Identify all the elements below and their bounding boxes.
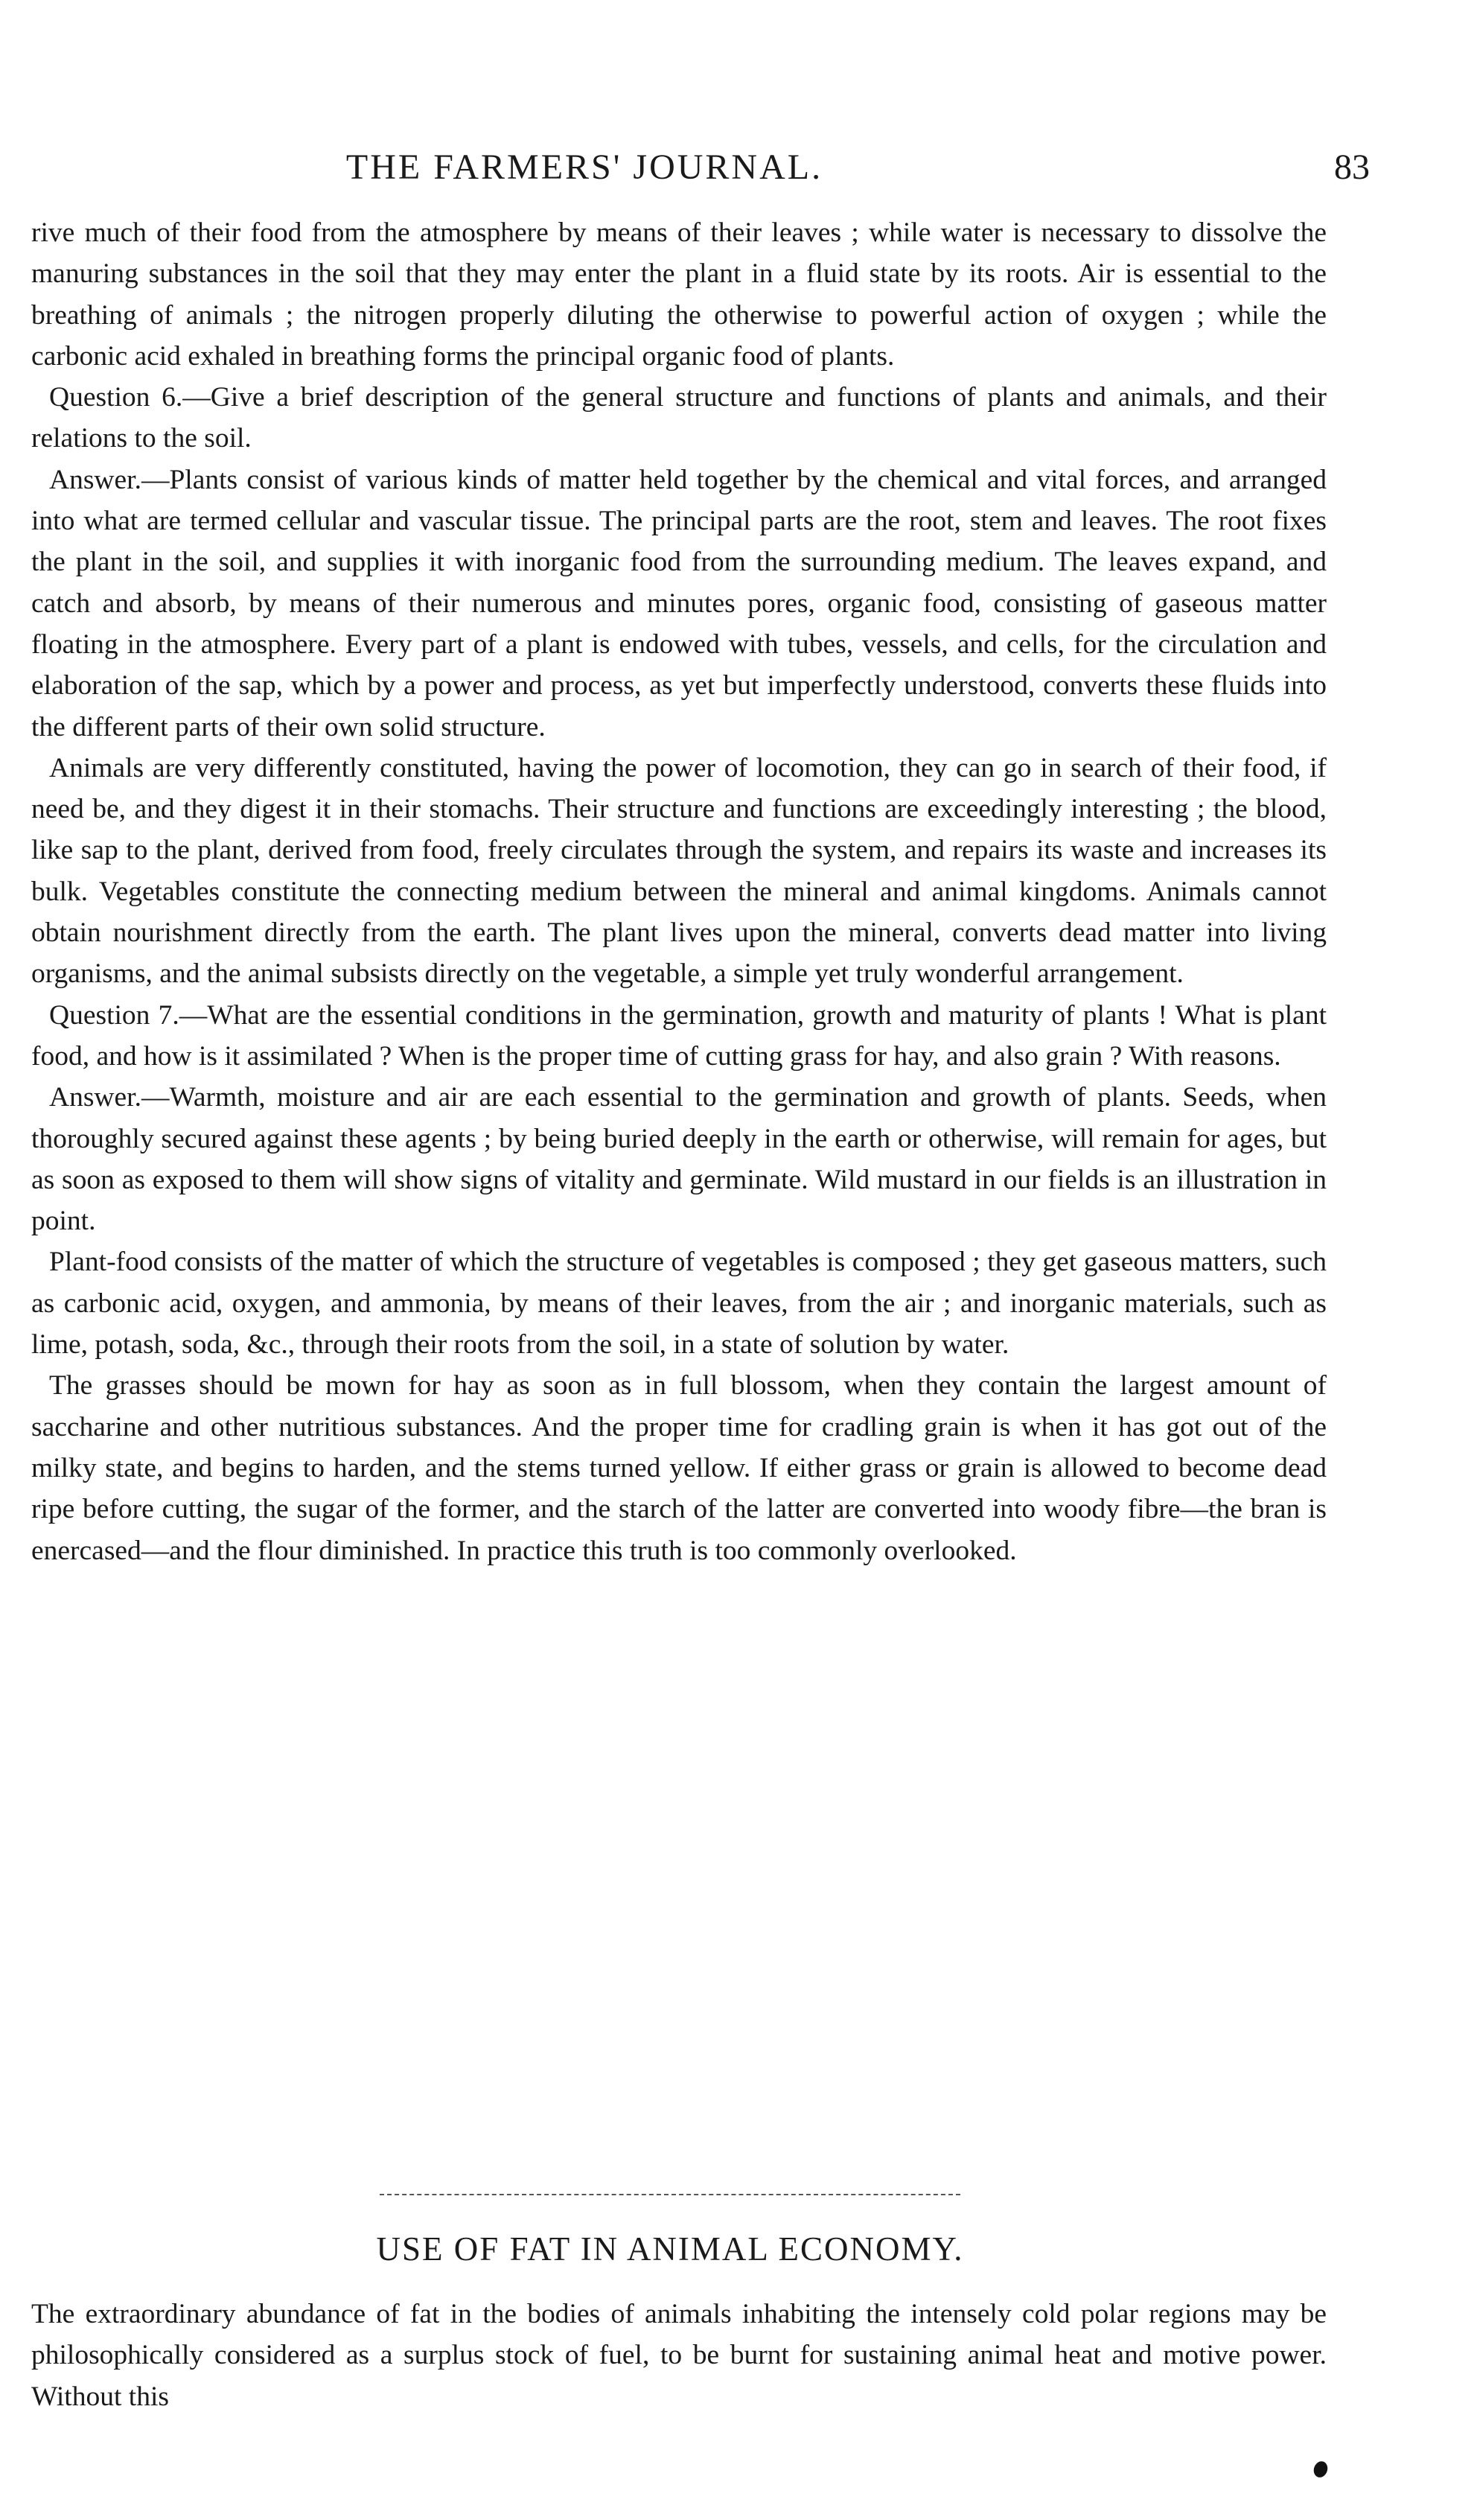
answer-6-animals: Animals are very differently constituted, having the power of locomotion, they can go in search of their food, if need be, and they digest it in their stomachs. Their structure and functions are exceedingly interesting ; the blood, like sap to the plant, derived from food, freely circulates through the system, and repairs its waste and increases its bulk. Vegetables constitute the connecting medium between the mineral and animal kingdoms. Animals cannot obtain nourishment directly from the earth. The plant lives upon the mineral, converts dead matter into living organisms, and the animal subsists directly on the vegetable, a simple yet truly wonderful arrangement. (31, 752, 1327, 990)
article-body (31, 212, 1327, 1571)
ink-blot-mark (1312, 2460, 1330, 2480)
section-heading: USE OF FAT IN ANIMAL ECONOMY. (376, 2230, 964, 2268)
section-divider (380, 2194, 960, 2195)
answer-7-germination: Answer.—Warmth, moisture and air are each essential to the germination and growth of plants. Seeds, when thoroughly secured against these agents ; by being buried deeply in the earth or otherwise, will remain for ages, but as soon as exposed to them will show signs of vitality and germinate. Wild mustard in our fields is an illustration in point. (31, 1082, 1327, 1237)
paragraph-air-and-water: rive much of their food from the atmosphere by means of their leaves ; while water is necessary to dissolve the manuring substances in the soil that they may enter the plant in a fluid state by its roots. Air is essential to the breathing of animals ; the nitrogen properly diluting the otherwise to powerful action of oxygen ; while the carbonic acid exhaled in breathing forms the principal organic food of plants. (31, 217, 1327, 372)
question-7: Question 7.—What are the essential conditions in the germination, growth and maturity of plants ! What is plant food, and how is it assimilated ? When is the proper time of cutting grass for hay, and also grain ? With reasons. (31, 999, 1327, 1072)
question-6: Question 6.—Give a brief description of the general structure and functions of plants and animals, and their relations to the soil. (31, 382, 1327, 454)
answer-7-plant-food: Plant-food consists of the matter of which the structure of vegetables is composed ; they get gaseous matters, such as carbonic acid, oxygen, and ammonia, by means of their leaves, from the air ; and inorganic materials, such as lime, potash, soda, &c., through their roots from the soil, in a state of solution by water. (31, 1247, 1327, 1361)
answer-6-plants: Answer.—Plants consist of various kinds of matter held together by the chemical and vital forces, and arranged into what are termed cellular and vascular tissue. The principal parts are the root, stem and leaves. The root fixes the plant in the soil, and supplies it with inorganic food from the surrounding medium. The leaves expand, and catch and absorb, by means of their numerous and minutes pores, organic food, consisting of gaseous matter floating in the atmosphere. Every part of a plant is endowed with tubes, vessels, and cells, for the circulation and elaboration of the sap, which by a power and process, as yet but imperfectly understood, converts these fluids into the different parts of their own solid structure. (31, 464, 1327, 742)
journal-title: THE FARMERS' JOURNAL. (345, 147, 823, 187)
answer-7-cutting-time: The grasses should be mown for hay as soon as in full blossom, when they contain the largest amount of saccharine and other nutritious substances. And the proper time for cradling grain is when it has got out of the milky state, and begins to harden, and the stems turned yellow. If either grass or grain is allowed to become dead ripe before cutting, the sugar of the former, and the starch of the latter are converted into woody fibre—the bran is enercased—and the flour diminished. In practice this truth is too commonly overlooked. (31, 1370, 1327, 1566)
running-head (45, 141, 1414, 194)
section-body (31, 2294, 1327, 2417)
section-paragraph: The extraordinary abundance of fat in the bodies of animals inhabiting the intensely cold polar regions may be philosophically considered as a surplus stock of fuel, to be burnt for sustaining animal heat and motive power. Without this (31, 2299, 1327, 2412)
page-number: 83 (1334, 147, 1370, 187)
